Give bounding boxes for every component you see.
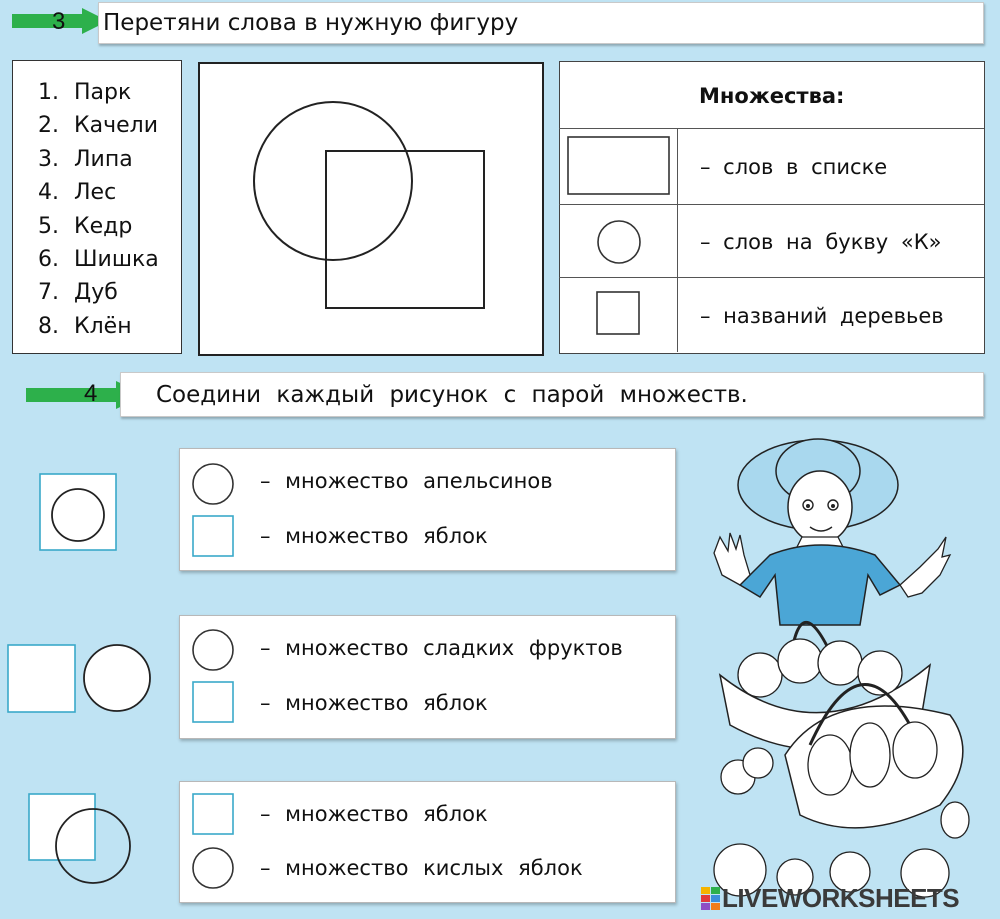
- watermark-text: LIVEWORKSHEETS: [722, 883, 960, 913]
- task4-title-bar: [120, 372, 984, 417]
- square-icon: [191, 514, 235, 558]
- card-3-line-1: – множество яблок: [260, 802, 488, 826]
- word-item[interactable]: 4. Лес: [38, 180, 117, 206]
- liveworksheets-logo-icon: [700, 886, 722, 912]
- tree-set-square: [326, 151, 484, 308]
- square-icon: [595, 290, 643, 338]
- task3-title-bar: [98, 2, 984, 44]
- sets-card-1[interactable]: [179, 448, 676, 571]
- legend-divider-h1: [559, 204, 984, 205]
- card-3-line-2: – множество кислых яблок: [260, 856, 583, 880]
- word-item[interactable]: 3. Липа: [38, 146, 133, 172]
- figure-circle-in-square[interactable]: [38, 472, 120, 554]
- card-1-line-1: – множество апельсинов: [260, 469, 553, 493]
- word-item[interactable]: 7. Дуб: [38, 280, 118, 306]
- legend-row-1-text: – слов в списке: [700, 155, 888, 179]
- word-item[interactable]: 8. Клён: [38, 313, 132, 339]
- circle-icon: [595, 218, 643, 266]
- legend-divider-v: [677, 129, 678, 352]
- venn-diagram: [198, 62, 542, 354]
- sets-card-3[interactable]: [179, 781, 676, 903]
- card-1-line-2: – множество яблок: [260, 524, 488, 548]
- figure-overlap[interactable]: [26, 790, 138, 886]
- legend-row-2-text: – слов на букву «К»: [700, 230, 942, 254]
- word-item[interactable]: 6. Шишка: [38, 247, 159, 273]
- word-item[interactable]: 5. Кедр: [38, 213, 133, 239]
- card-2-line-1: – множество сладких фруктов: [260, 636, 623, 660]
- circle-icon: [190, 461, 236, 507]
- word-item[interactable]: 1. Парк: [38, 80, 132, 105]
- legend-row-3-text: – названий деревьев: [700, 304, 944, 328]
- task3-title: Перетяни слова в нужную фигуру: [103, 10, 519, 36]
- task4-number: 4: [84, 380, 98, 407]
- task3-number: 3: [52, 8, 66, 35]
- legend-header: Множества:: [699, 84, 845, 108]
- square-icon: [191, 792, 235, 836]
- figure-square-and-circle[interactable]: [6, 641, 156, 717]
- kid-with-fruit-baskets-illustration: [700, 425, 1000, 919]
- circle-icon: [190, 845, 236, 891]
- legend-divider-h2: [559, 277, 984, 278]
- task4-title: Соедини каждый рисунок с парой множеств.: [156, 381, 748, 408]
- word-list: [38, 76, 159, 343]
- rectangle-icon: [566, 135, 672, 197]
- circle-icon: [190, 627, 236, 673]
- sets-card-2[interactable]: [179, 615, 676, 739]
- square-icon: [191, 680, 235, 724]
- card-2-line-2: – множество яблок: [260, 691, 488, 715]
- k-set-circle: [254, 102, 412, 260]
- word-item[interactable]: 2. Качели: [38, 113, 158, 139]
